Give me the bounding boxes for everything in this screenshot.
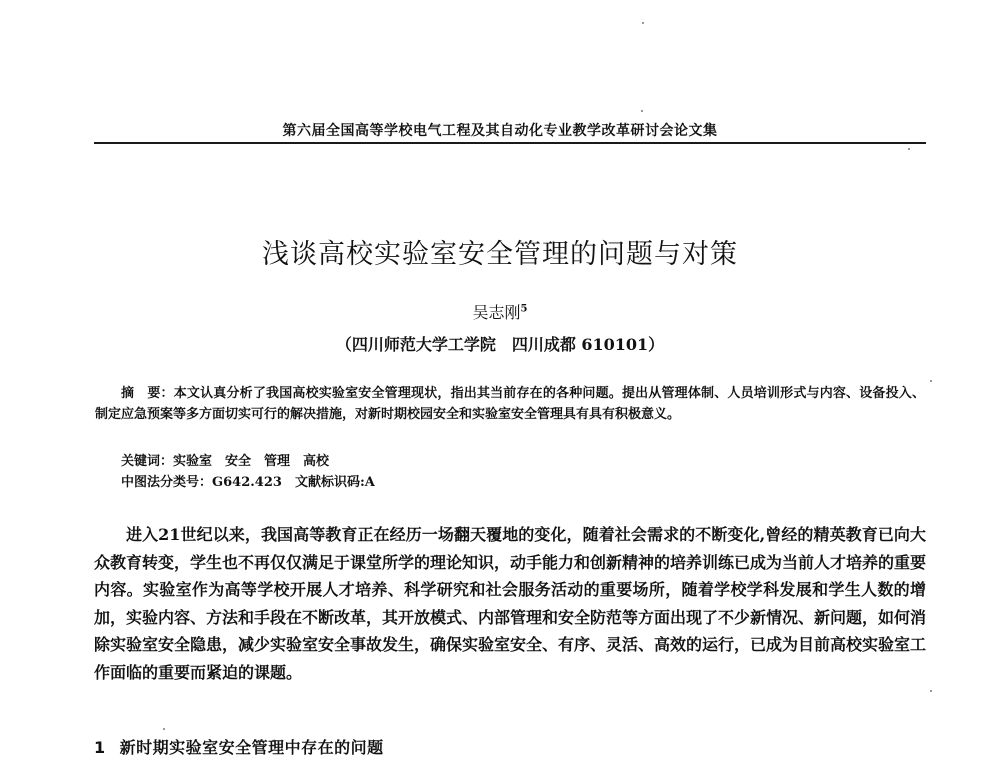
author-footnote-mark: 5	[520, 303, 528, 315]
abstract-text: 本文认真分析了我国高校实验室安全管理现状，指出其当前存在的各种问题。提出从管理体制、人员培训形式与内容、设备投入、制定应急预案等多方面切实可行的解决措施，对新时期校园安全和实验室安全管理具有具有积极意义。	[95, 386, 925, 422]
clc-label: 中图法分类号：	[121, 475, 213, 490]
abstract-label: 摘 要：	[121, 386, 174, 401]
scan-speck	[930, 380, 932, 382]
section-heading	[94, 735, 384, 758]
section-title: 新时期实验室安全管理中存在的问题	[119, 738, 384, 757]
keywords-text: 实验室 安全 管理 高校	[173, 454, 330, 469]
paper-title: 浅谈高校实验室安全管理的问题与对策	[262, 239, 738, 270]
doc-code-label: 文献标识码:	[294, 475, 365, 490]
keywords	[121, 450, 329, 469]
scan-speck	[930, 690, 932, 692]
body-paragraph: 进入21世纪以来，我国高等教育正在经历一场翻天覆地的变化，随着社会需求的不断变化,曾经的精英教育已向大众教育转变，学生也不再仅仅满足于课堂所学的理论知识，动手能力和创新精神的培养训练已成为当前人才培养的重要内容。实验室作为高等学校开展人才培养、科学研究和社会服务活动的重要场所，随着学校学科发展和学生人数的增加，实验内容、方法和手段在不断改革，其开放模式、内部管理和安全防范等方面出现了不少新情况、新问题，如何消除实验室安全隐患，减少实验室安全事故发生，确保实验室安全、有序、灵活、高效的运行，已成为目前高校实验室工作面临的重要而紧迫的课题。	[94, 525, 927, 682]
clc-number: G642.423	[212, 475, 282, 490]
running-header: 第六届全国高等学校电气工程及其自动化专业教学改革研讨会论文集	[282, 123, 718, 139]
keywords-label: 关键词：	[121, 454, 174, 469]
author-name: 吴志刚	[472, 303, 521, 322]
scan-speck	[642, 22, 644, 24]
scan-speck	[641, 110, 643, 112]
classification	[121, 471, 375, 490]
section-number: 1	[94, 738, 106, 757]
doc-code: A	[364, 475, 375, 490]
abstract	[95, 383, 925, 425]
scan-speck	[908, 148, 910, 150]
header-rule	[94, 142, 926, 144]
author-line	[0, 300, 1000, 323]
scan-speck	[163, 728, 165, 730]
author-affiliation: （四川师范大学工学院 四川成都 610101）	[335, 335, 665, 354]
